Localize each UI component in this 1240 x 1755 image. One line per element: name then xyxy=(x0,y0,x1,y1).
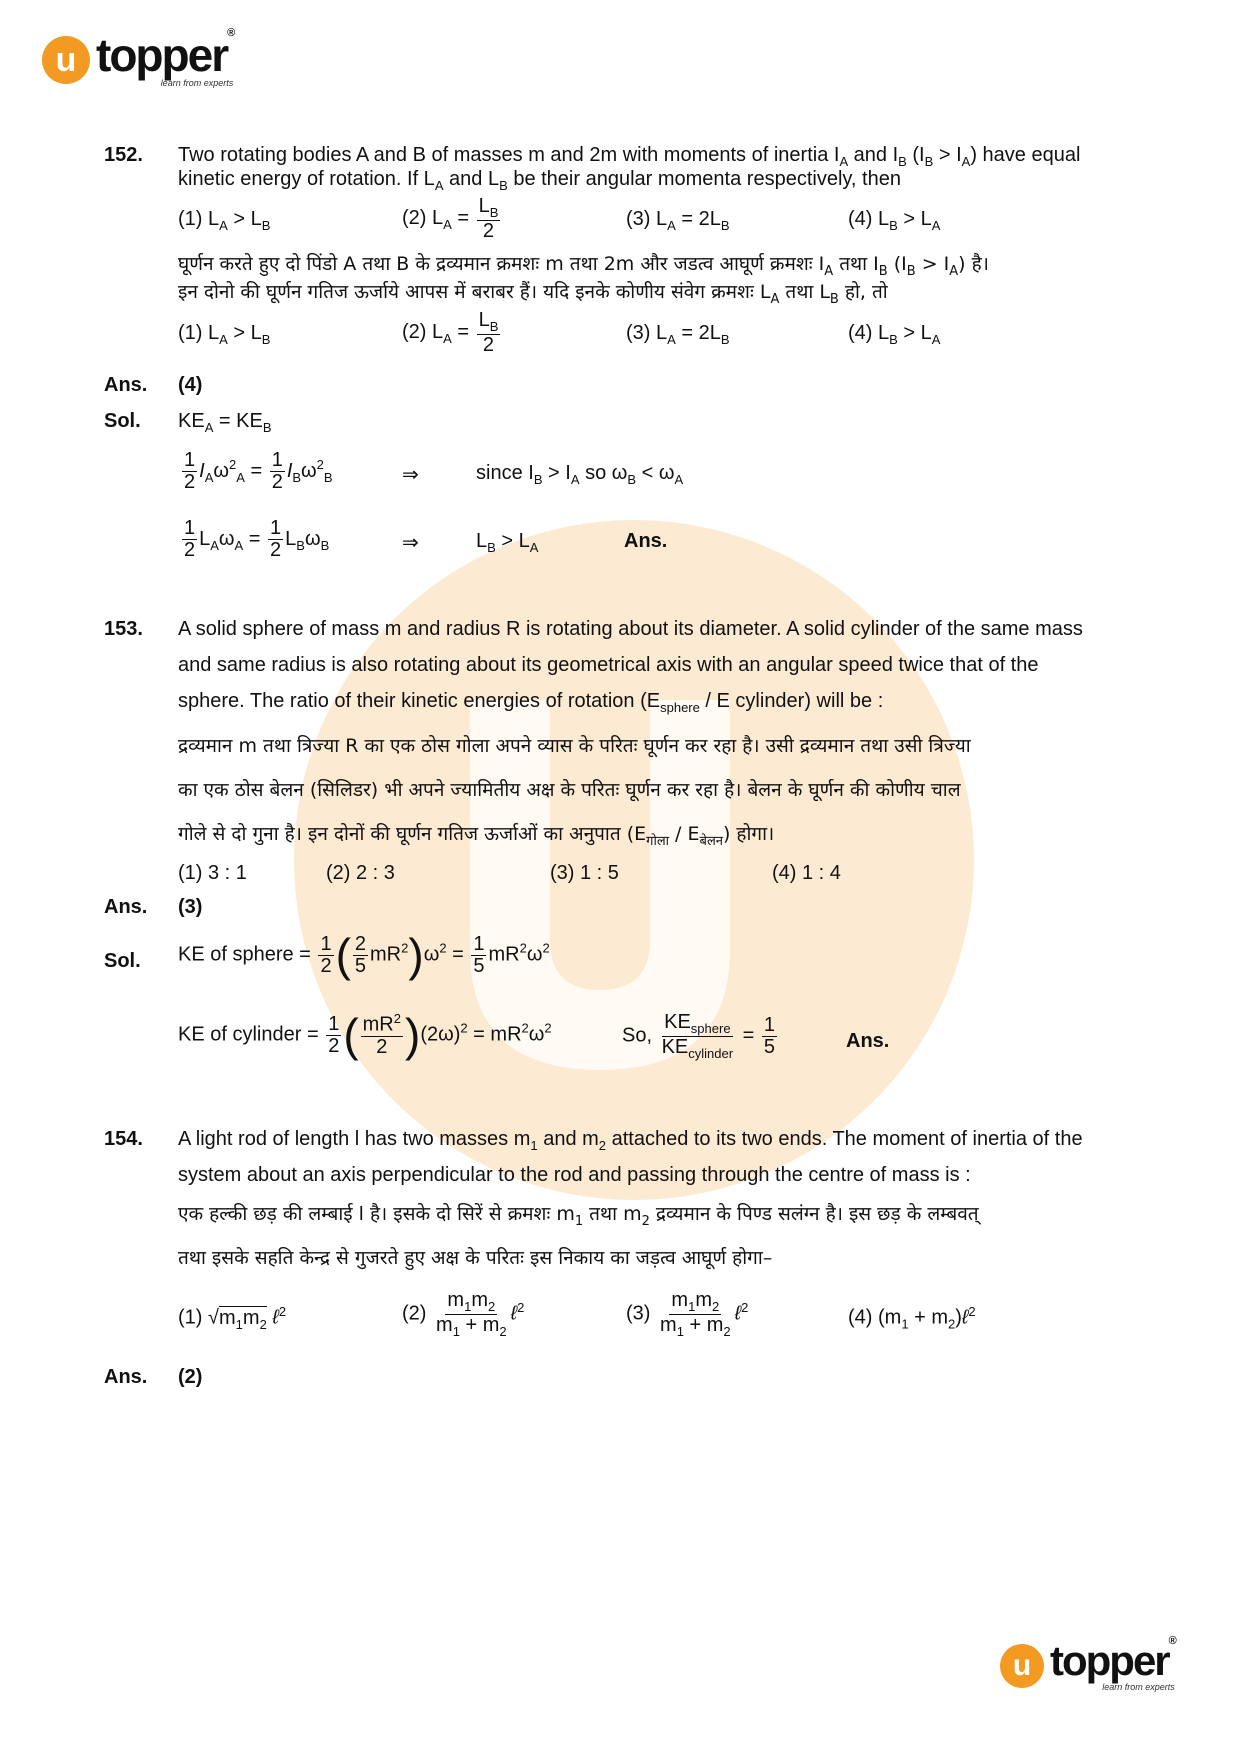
q152-sol-line-2: $\frac{1}{2}$ $I_A\omega^2_A$ = $\frac{1}{2}$ $I_B\omega^2_B$ xyxy=(184,449,333,493)
q152-answer: (4) xyxy=(178,374,203,396)
q153-ratio: So, $\frac{KE_{sphere}}{KE_{cylinder}}$ = $\frac{1}{5}$ xyxy=(622,1011,775,1061)
q153-option-2: (2) 2 : 3 xyxy=(326,862,395,884)
q154-option-1: (1) $√m_1m_2$ ℓ$^2$ xyxy=(178,1304,287,1332)
footer-logo-wordmark: topper xyxy=(1050,1637,1169,1684)
q152-ans-label: Ans. xyxy=(104,374,148,396)
q152-hi-option-2: (2) $L_A$ = $\frac{L_B}{2}$ xyxy=(402,309,499,356)
q154-number: 154. xyxy=(104,1128,143,1150)
q152-sol-line-3: $\frac{1}{2}$ $L_A\omega_A$ = $\frac{1}{2}$ $L_B\omega_B$ xyxy=(184,517,330,561)
q154-option-3: (3) $\frac{m_1m_2}{m_1 + m_2}$ ℓ$^2$ xyxy=(626,1289,749,1339)
q153-text-en-1: A solid sphere of mass m and radius R is rotating about its diameter. A solid cylinder of the same mass xyxy=(178,618,1083,640)
q152-sol-label: Sol. xyxy=(104,410,141,432)
q152-option-4: (4) $L_B > L_A$ xyxy=(848,208,941,233)
q153-ke-cylinder: KE of cylinder = $\frac{1}{2}$ ( $\frac{mR^2}{2}$ )$(2\omega)^2 = mR^2\omega^2$ xyxy=(178,1009,552,1061)
q153-option-4: (4) 1 : 4 xyxy=(772,862,841,884)
q153-number: 153. xyxy=(104,618,143,640)
q152-sol-line-1: $KE_A = KE_B$ xyxy=(178,410,272,435)
q152-text-en-1: Two rotating bodies A and B of masses m and 2m with moments of inertia $I_A$ and $I_B$ $(I_B > I_A)$ have equal xyxy=(178,144,1081,169)
q154-option-4: (4) ($m_1$ + $m_2)\ell^2$ xyxy=(848,1304,976,1332)
q153-sol-label: Sol. xyxy=(104,950,141,972)
q153-ans-word: Ans. xyxy=(846,1030,890,1052)
q154-text-en-1: A light rod of length l has two masses $m_1$ and $m_2$ attached to its two ends. The moment of inertia of the xyxy=(178,1128,1083,1153)
q152-implies-icon-1: ⇒ xyxy=(402,464,419,486)
q153-option-1: (1) 3 : 1 xyxy=(178,862,247,884)
footer-logo-tagline: learn from experts xyxy=(1102,1682,1175,1692)
q153-text-en-3: sphere. The ratio of their kinetic energies of rotation ($E_{sphere}$ / E cylinder) will be : xyxy=(178,690,884,715)
q154-ans-label: Ans. xyxy=(104,1366,148,1388)
q153-ans-label: Ans. xyxy=(104,896,148,918)
q152-text-en-2: kinetic energy of rotation. If $L_A$ and $L_B$ be their angular momenta respectively, then xyxy=(178,168,901,193)
q152-option-2: (2) $L_A$ = $\frac{L_B}{2}$ xyxy=(402,195,499,242)
logo-tagline: learn from experts xyxy=(160,78,234,88)
q152-hi-option-1: (1) $L_A > L_B$ xyxy=(178,322,271,347)
q153-text-hi-2: का एक ठोस बेलन (सिलिडर) भी अपने ज्यामितीय अक्ष के परितः घूर्णन कर रहा है। बेलन के घूर्णन की कोणीय चाल xyxy=(178,779,961,801)
q154-answer: (2) xyxy=(178,1366,203,1388)
q152-option-3: (3) $L_A = 2L_B$ xyxy=(626,208,730,233)
q154-text-en-2: system about an axis perpendicular to the rod and passing through the centre of mass is : xyxy=(178,1164,971,1186)
q153-text-en-2: and same radius is also rotating about its geometrical axis with an angular speed twice that of the xyxy=(178,654,1039,676)
logo-mark-icon: u xyxy=(42,36,90,84)
q152-hi-option-3: (3) $L_A = 2L_B$ xyxy=(626,322,730,347)
q152-result: $L_B > L_A$ xyxy=(476,530,539,555)
q153-text-hi-1: द्रव्यमान m तथा त्रिज्या R का एक ठोस गोला अपने व्यास के परितः घूर्णन कर रहा है। उसी द्रव्यमान तथा उसी त्रिज्या xyxy=(178,735,971,757)
q153-option-3: (3) 1 : 5 xyxy=(550,862,619,884)
q153-answer: (3) xyxy=(178,896,203,918)
q152-text-hi-2: इन दोनो की घूर्णन गतिज ऊर्जाये आपस में बराबर हैं। यदि इनके कोणीय संवेग क्रमशः $L_A$ तथा $L_B$ हो, तो xyxy=(178,281,888,307)
logo-wordmark: topper xyxy=(96,29,228,81)
q152-number: 152. xyxy=(104,144,143,166)
footer-logo-mark-icon: u xyxy=(1000,1644,1044,1688)
header-logo: u topper® learn from experts xyxy=(42,32,233,88)
q154-text-hi-2: तथा इसके सहति केन्द्र से गुजरते हुए अक्ष के परितः इस निकाय का जड़त्व आघूर्ण होगा– xyxy=(178,1247,773,1269)
q153-ke-sphere: KE of sphere = $\frac{1}{2}$ ( $\frac{2}{5}$ $mR^2)\omega^2$ = $\frac{1}{5}$ $mR^2\omega^2$ xyxy=(178,929,550,981)
q152-option-1: (1) $L_A > L_B$ xyxy=(178,208,271,233)
q152-since: since $I_B > I_A$ so $\omega_B < \omega_A$ xyxy=(476,462,684,487)
q152-hi-option-4: (4) $L_B > L_A$ xyxy=(848,322,941,347)
q152-text-hi-1: घूर्णन करते हुए दो पिंडो A तथा B के द्रव्यमान क्रमशः m तथा 2m और जडत्व आघूर्ण क्रमशः $I_A$ तथा $I_B$ $(I_B > I_A)$ है। xyxy=(178,253,989,279)
q154-text-hi-1: एक हल्की छड़ की लम्बाई l है। इसके दो सिरें से क्रमशः $m_1$ तथा $m_2$ द्रव्यमान के पिण्ड सलंग्न है। इस छड़ के लम्बवत् xyxy=(178,1203,979,1229)
q152-ans-word: Ans. xyxy=(624,530,668,552)
footer-logo: u topper® learn from experts xyxy=(1000,1640,1175,1692)
q152-implies-icon-2: ⇒ xyxy=(402,532,419,554)
q154-option-2: (2) $\frac{m_1m_2}{m_1 + m_2}$ ℓ$^2$ xyxy=(402,1289,525,1339)
q153-text-hi-3: गोले से दो गुना है। इन दोनों की घूर्णन गतिज ऊर्जाओं का अनुपात $(E_{गोला} / E_{बेलन})$ होगा। xyxy=(178,823,775,849)
